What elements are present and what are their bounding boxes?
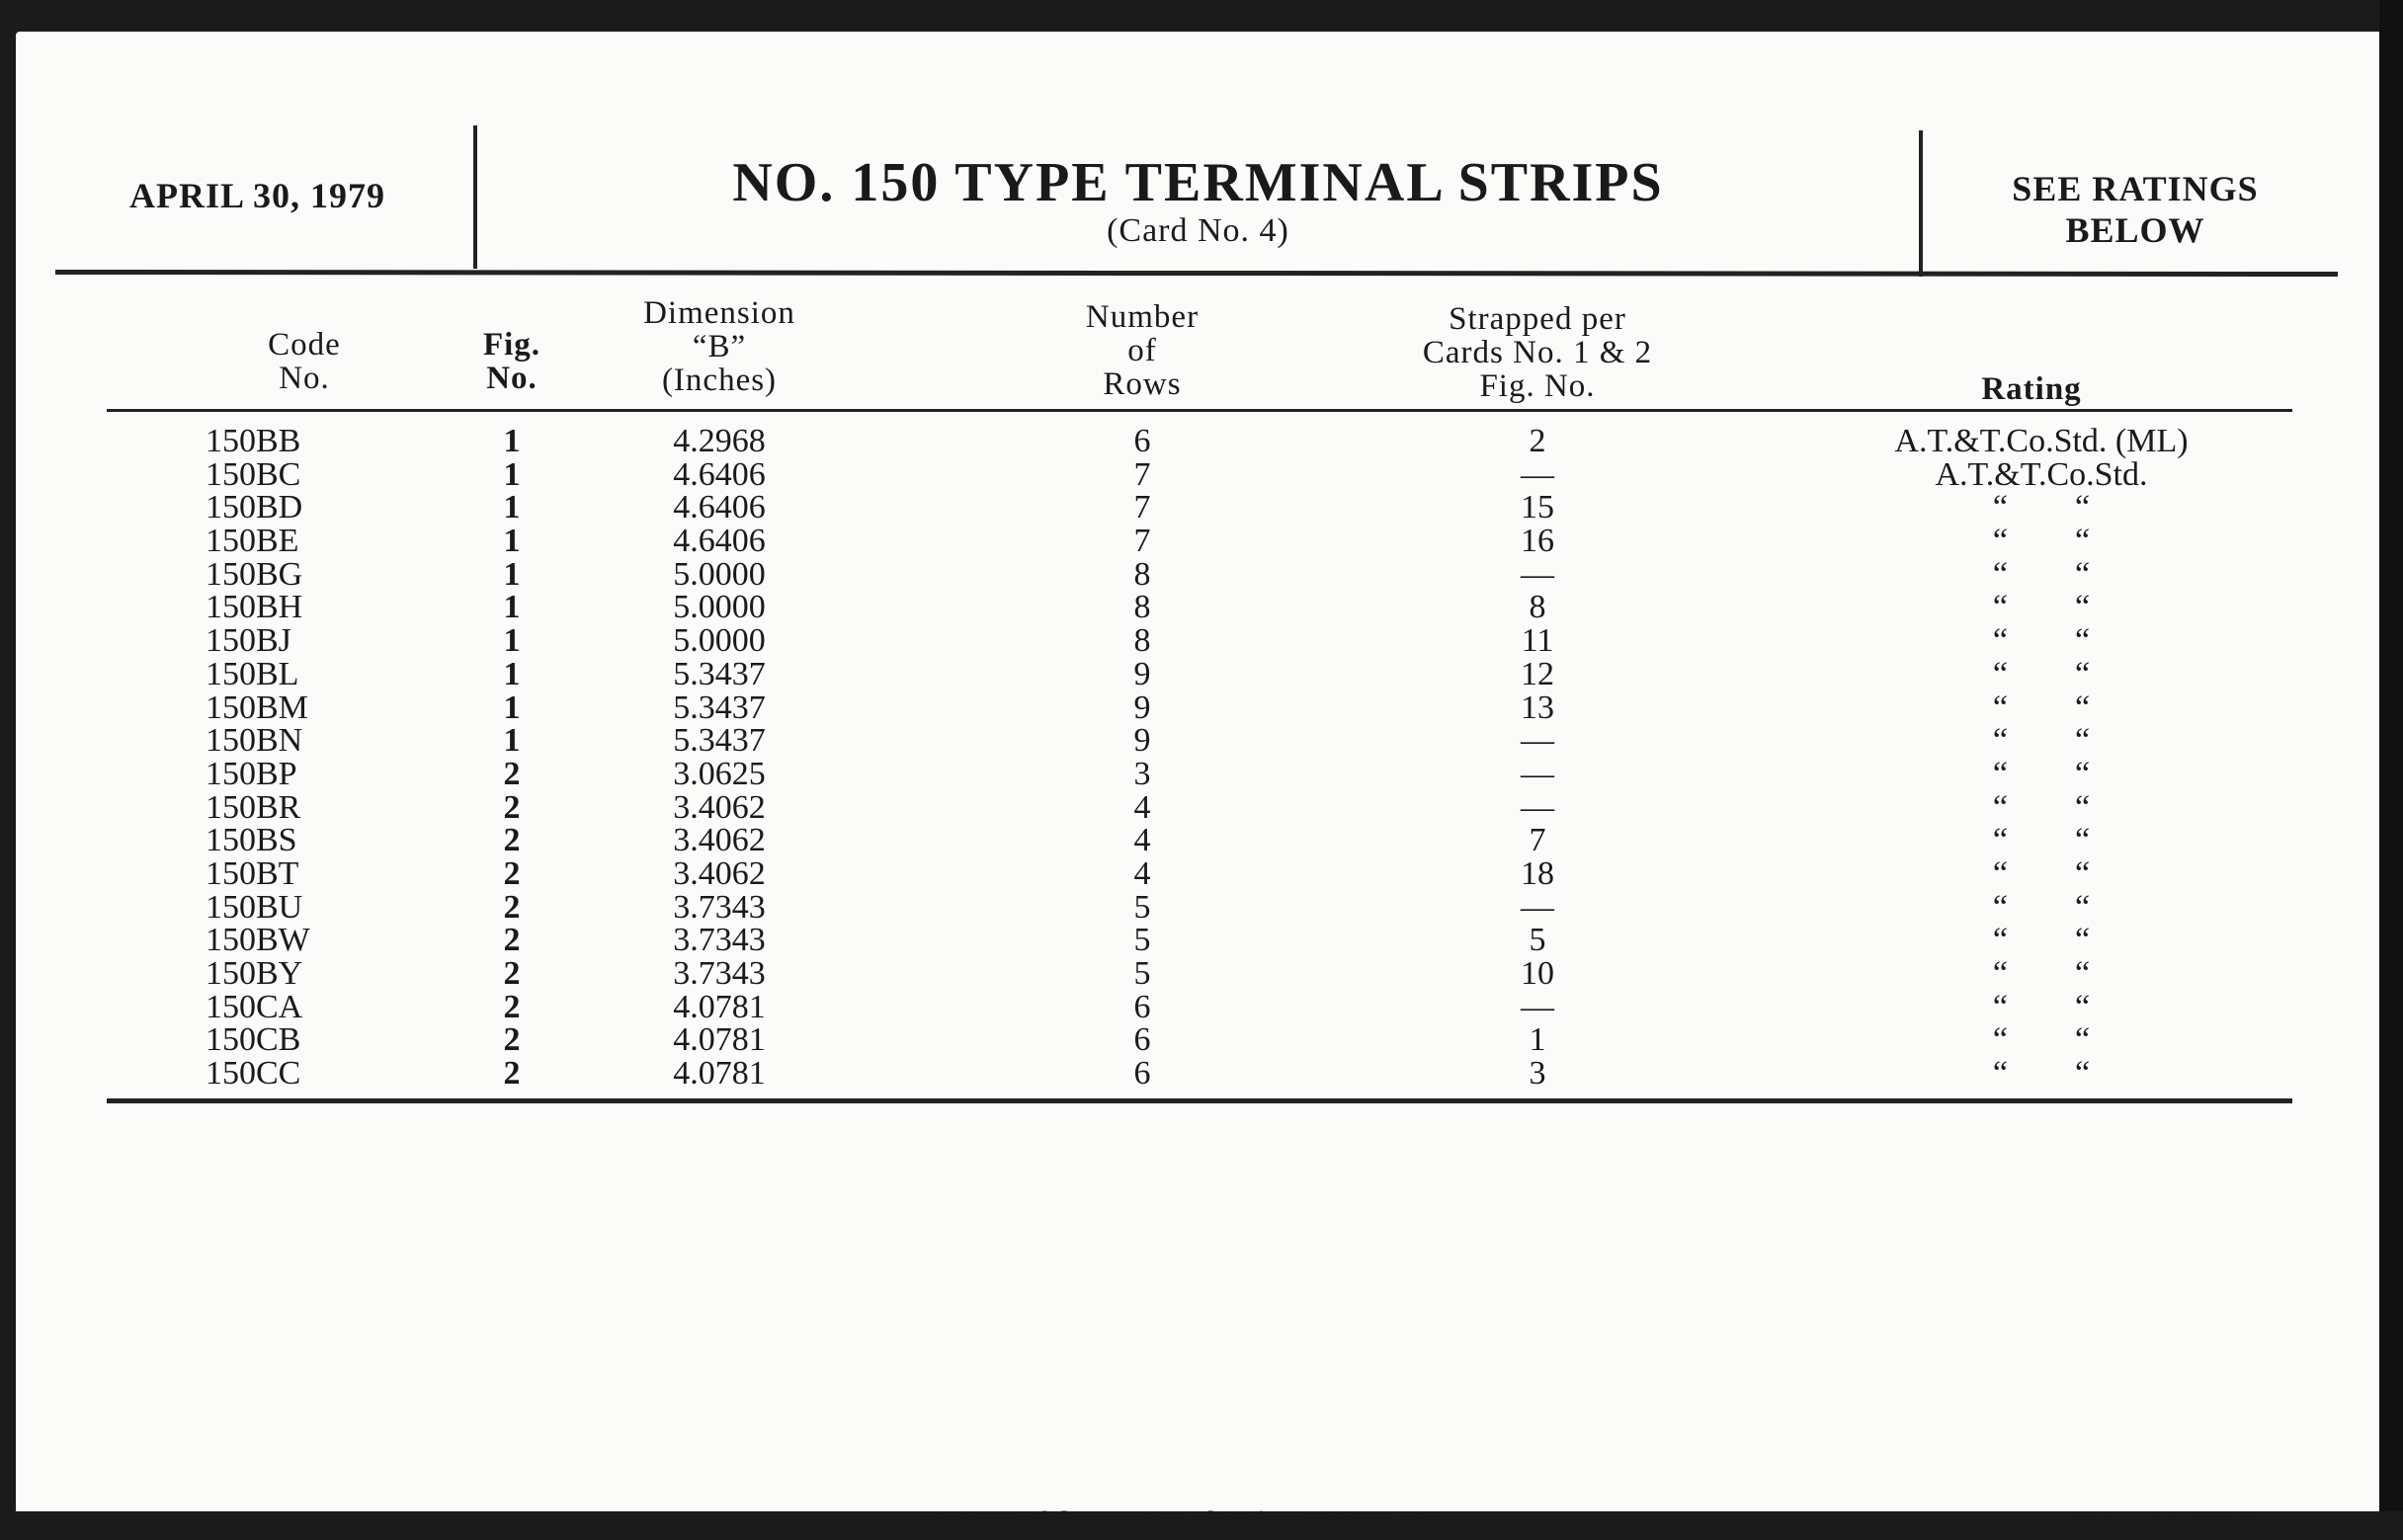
see-ratings-note xyxy=(1923,168,2348,251)
table-row xyxy=(16,824,2379,857)
column-header-strapped-line-2: Cards No. 1 & 2 xyxy=(1422,335,1653,370)
column-header-rows-line-3: Rows xyxy=(1103,366,1182,402)
table-row xyxy=(16,888,2379,926)
cell-dim: 3.7343 xyxy=(673,922,766,959)
cell-strap: 8 xyxy=(1529,589,1546,626)
cell-rows: 4 xyxy=(1133,822,1151,859)
cell-fig: 2 xyxy=(503,755,521,792)
cell-code: 150BR xyxy=(206,788,301,826)
cell-strap: 13 xyxy=(1521,689,1554,726)
cell-rows: 4 xyxy=(1133,854,1151,892)
table-row xyxy=(16,591,2379,624)
table-row xyxy=(16,788,2379,826)
cell-strap: — xyxy=(1521,722,1554,760)
cell-fig: 1 xyxy=(503,722,521,760)
cell-dim: 5.3437 xyxy=(673,655,766,692)
column-header-dimension-line-2: “B” xyxy=(692,329,747,365)
column-header-rows-line-1: Number xyxy=(1085,299,1200,335)
cell-dim: 3.4062 xyxy=(673,822,766,859)
cell-dim: 3.4062 xyxy=(673,854,766,892)
cell-strap: 10 xyxy=(1521,955,1554,992)
cell-dim: 3.4062 xyxy=(673,788,766,826)
cell-strap: 2 xyxy=(1529,423,1546,459)
cell-rating: “ “ xyxy=(1992,1055,2091,1093)
column-header-rating xyxy=(1883,372,2180,406)
cell-strap: 5 xyxy=(1529,922,1546,959)
table-row xyxy=(16,555,2379,593)
cell-rows: 9 xyxy=(1133,722,1151,760)
cell-dim: 4.6406 xyxy=(673,523,766,560)
column-header-fig-line-1: Fig. xyxy=(482,327,541,363)
cell-rows: 4 xyxy=(1133,788,1151,826)
cell-rating: “ “ xyxy=(1992,722,2091,760)
cell-strap: 16 xyxy=(1521,523,1554,560)
cell-strap: 12 xyxy=(1521,655,1554,692)
cell-fig: 1 xyxy=(503,455,521,493)
cell-rows: 6 xyxy=(1133,423,1151,459)
see-ratings-line-1: SEE RATINGS xyxy=(2012,169,2259,208)
cell-dim: 5.0000 xyxy=(673,589,766,626)
column-header-fig xyxy=(443,328,581,395)
table-bottom-rule xyxy=(107,1098,2292,1103)
cell-strap: — xyxy=(1521,888,1554,926)
cell-code: 150CB xyxy=(206,1021,301,1059)
cell-rating: “ “ xyxy=(1992,555,2091,593)
cell-rating: “ “ xyxy=(1992,955,2091,992)
cell-code: 150BH xyxy=(206,589,303,626)
cell-dim: 4.0781 xyxy=(673,1021,766,1059)
column-header-fig-line-2: No. xyxy=(486,361,538,396)
cell-rows: 7 xyxy=(1133,455,1151,493)
column-header-strapped-line-1: Strapped per xyxy=(1449,301,1626,337)
document-title: NO. 150 TYPE TERMINAL STRIPS xyxy=(732,152,1664,213)
cell-code: 150BS xyxy=(206,822,297,859)
cell-strap: 18 xyxy=(1521,854,1554,892)
cell-fig: 1 xyxy=(503,555,521,593)
cell-rating: A.T.&T.Co.Std. xyxy=(1935,455,2148,493)
cell-fig: 1 xyxy=(503,622,521,660)
cell-rows: 8 xyxy=(1133,555,1151,593)
footer-property-note: Property of the Western Electric Company, Inc. xyxy=(920,1506,1444,1535)
cell-fig: 2 xyxy=(503,788,521,826)
table-row xyxy=(16,525,2379,558)
terminal-strip-table xyxy=(16,425,2379,1091)
cell-fig: 2 xyxy=(503,955,521,992)
cell-fig: 1 xyxy=(503,423,521,459)
document-date: APRIL 30, 1979 xyxy=(129,176,386,215)
column-header-strapped xyxy=(1369,302,1705,403)
cell-dim: 3.7343 xyxy=(673,888,766,926)
table-row xyxy=(16,491,2379,525)
column-header-code-line-1: Code xyxy=(268,327,341,363)
cell-strap: — xyxy=(1521,788,1554,826)
cell-rows: 6 xyxy=(1133,1021,1151,1059)
cell-rows: 8 xyxy=(1133,622,1151,660)
table-row xyxy=(16,988,2379,1025)
cell-code: 150BL xyxy=(206,655,299,692)
cell-rows: 8 xyxy=(1133,589,1151,626)
cell-strap: — xyxy=(1521,988,1554,1025)
cell-fig: 2 xyxy=(503,822,521,859)
cell-rows: 5 xyxy=(1133,922,1151,959)
cell-rating: “ “ xyxy=(1992,854,2091,892)
cell-rating: “ “ xyxy=(1992,755,2091,792)
cell-strap: 11 xyxy=(1521,622,1554,660)
column-header-rows xyxy=(1024,300,1261,401)
cell-strap: 7 xyxy=(1529,822,1546,859)
cell-code: 150BW xyxy=(206,922,310,959)
table-row xyxy=(16,924,2379,957)
cell-dim: 5.0000 xyxy=(673,622,766,660)
table-row xyxy=(16,1057,2379,1091)
column-header-dimension-line-3: (Inches) xyxy=(661,363,778,398)
cell-rating: “ “ xyxy=(1992,988,2091,1025)
table-row xyxy=(16,1023,2379,1057)
cell-rating: “ “ xyxy=(1992,888,2091,926)
cell-dim: 3.7343 xyxy=(673,955,766,992)
cell-rating: “ “ xyxy=(1992,922,2091,959)
cell-code: 150BC xyxy=(206,455,301,493)
cell-fig: 1 xyxy=(503,689,521,726)
cell-fig: 2 xyxy=(503,988,521,1025)
cell-strap: 3 xyxy=(1529,1055,1546,1093)
cell-rating: “ “ xyxy=(1992,622,2091,660)
cell-code: 150CC xyxy=(206,1055,301,1093)
cell-rows: 9 xyxy=(1133,689,1151,726)
table-row xyxy=(16,691,2379,725)
cell-dim: 4.0781 xyxy=(673,1055,766,1093)
cell-code: 150BE xyxy=(206,523,299,560)
cell-dim: 4.2968 xyxy=(673,423,766,459)
cell-dim: 5.3437 xyxy=(673,722,766,760)
cell-fig: 1 xyxy=(503,655,521,692)
cell-rating: “ “ xyxy=(1992,1021,2091,1059)
document-card xyxy=(16,32,2379,1539)
cell-dim: 4.6406 xyxy=(673,489,766,527)
document-subtitle: (Card No. 4) xyxy=(1107,212,1289,249)
cell-fig: 2 xyxy=(503,888,521,926)
cell-code: 150BB xyxy=(206,423,301,459)
table-row xyxy=(16,425,2379,458)
column-header-dimension-line-1: Dimension xyxy=(643,295,795,331)
cell-code: 150BN xyxy=(206,722,303,760)
cell-dim: 4.0781 xyxy=(673,988,766,1025)
see-ratings-line-2: BELOW xyxy=(2065,210,2205,250)
cell-code: 150BU xyxy=(206,888,303,926)
cell-rows: 9 xyxy=(1133,655,1151,692)
cell-rows: 6 xyxy=(1133,1055,1151,1093)
table-row xyxy=(16,854,2379,892)
cell-code: 150CA xyxy=(206,988,303,1025)
cell-fig: 2 xyxy=(503,922,521,959)
table-row xyxy=(16,655,2379,692)
scan-edge xyxy=(2379,0,2403,1511)
table-row xyxy=(16,957,2379,991)
cell-strap: — xyxy=(1521,455,1554,493)
table-row xyxy=(16,624,2379,658)
column-header-rows-line-2: of xyxy=(1127,333,1157,368)
cell-rating: “ “ xyxy=(1992,788,2091,826)
cell-code: 150BG xyxy=(206,555,303,593)
cell-code: 150BD xyxy=(206,489,303,527)
cell-rating: “ “ xyxy=(1992,689,2091,726)
cell-strap: — xyxy=(1521,755,1554,792)
cell-fig: 1 xyxy=(503,523,521,560)
cell-fig: 2 xyxy=(503,1055,521,1093)
cell-strap: 1 xyxy=(1529,1021,1546,1059)
cell-fig: 1 xyxy=(503,489,521,527)
column-header-rule xyxy=(107,409,2292,412)
cell-rows: 5 xyxy=(1133,888,1151,926)
footer-printed-note: Printed in U.S.A. xyxy=(2076,1510,2264,1539)
cell-strap: — xyxy=(1521,555,1554,593)
cell-strap: 15 xyxy=(1521,489,1554,527)
cell-rating: “ “ xyxy=(1992,489,2091,527)
header-rule xyxy=(55,270,2338,277)
cell-rows: 7 xyxy=(1133,489,1151,527)
column-header-code-line-2: No. xyxy=(279,361,330,396)
column-header-code xyxy=(206,328,403,395)
cell-dim: 3.0625 xyxy=(673,755,766,792)
cell-code: 150BP xyxy=(206,755,297,792)
cell-code: 150BT xyxy=(206,854,299,892)
cell-rating: “ “ xyxy=(1992,523,2091,560)
cell-rows: 6 xyxy=(1133,988,1151,1025)
column-header-rating-line-1: Rating xyxy=(1981,371,2082,407)
cell-rating: “ “ xyxy=(1992,822,2091,859)
column-header-strapped-line-3: Fig. No. xyxy=(1479,368,1596,404)
cell-code: 150BJ xyxy=(206,622,291,660)
cell-rows: 7 xyxy=(1133,523,1151,560)
table-row xyxy=(16,755,2379,792)
cell-rows: 5 xyxy=(1133,955,1151,992)
cell-dim: 4.6406 xyxy=(673,455,766,493)
cell-dim: 5.3437 xyxy=(673,689,766,726)
cell-code: 150BY xyxy=(206,955,303,992)
cell-fig: 2 xyxy=(503,1021,521,1059)
cell-fig: 1 xyxy=(503,589,521,626)
table-row xyxy=(16,455,2379,493)
cell-fig: 2 xyxy=(503,854,521,892)
cell-rows: 3 xyxy=(1133,755,1151,792)
table-row xyxy=(16,724,2379,758)
cell-rating: “ “ xyxy=(1992,589,2091,626)
cell-dim: 5.0000 xyxy=(673,555,766,593)
column-header-dimension xyxy=(591,296,848,397)
cell-rating: “ “ xyxy=(1992,655,2091,692)
cell-rating: A.T.&T.Co.Std. (ML) xyxy=(1894,423,2189,459)
cell-code: 150BM xyxy=(206,689,308,726)
